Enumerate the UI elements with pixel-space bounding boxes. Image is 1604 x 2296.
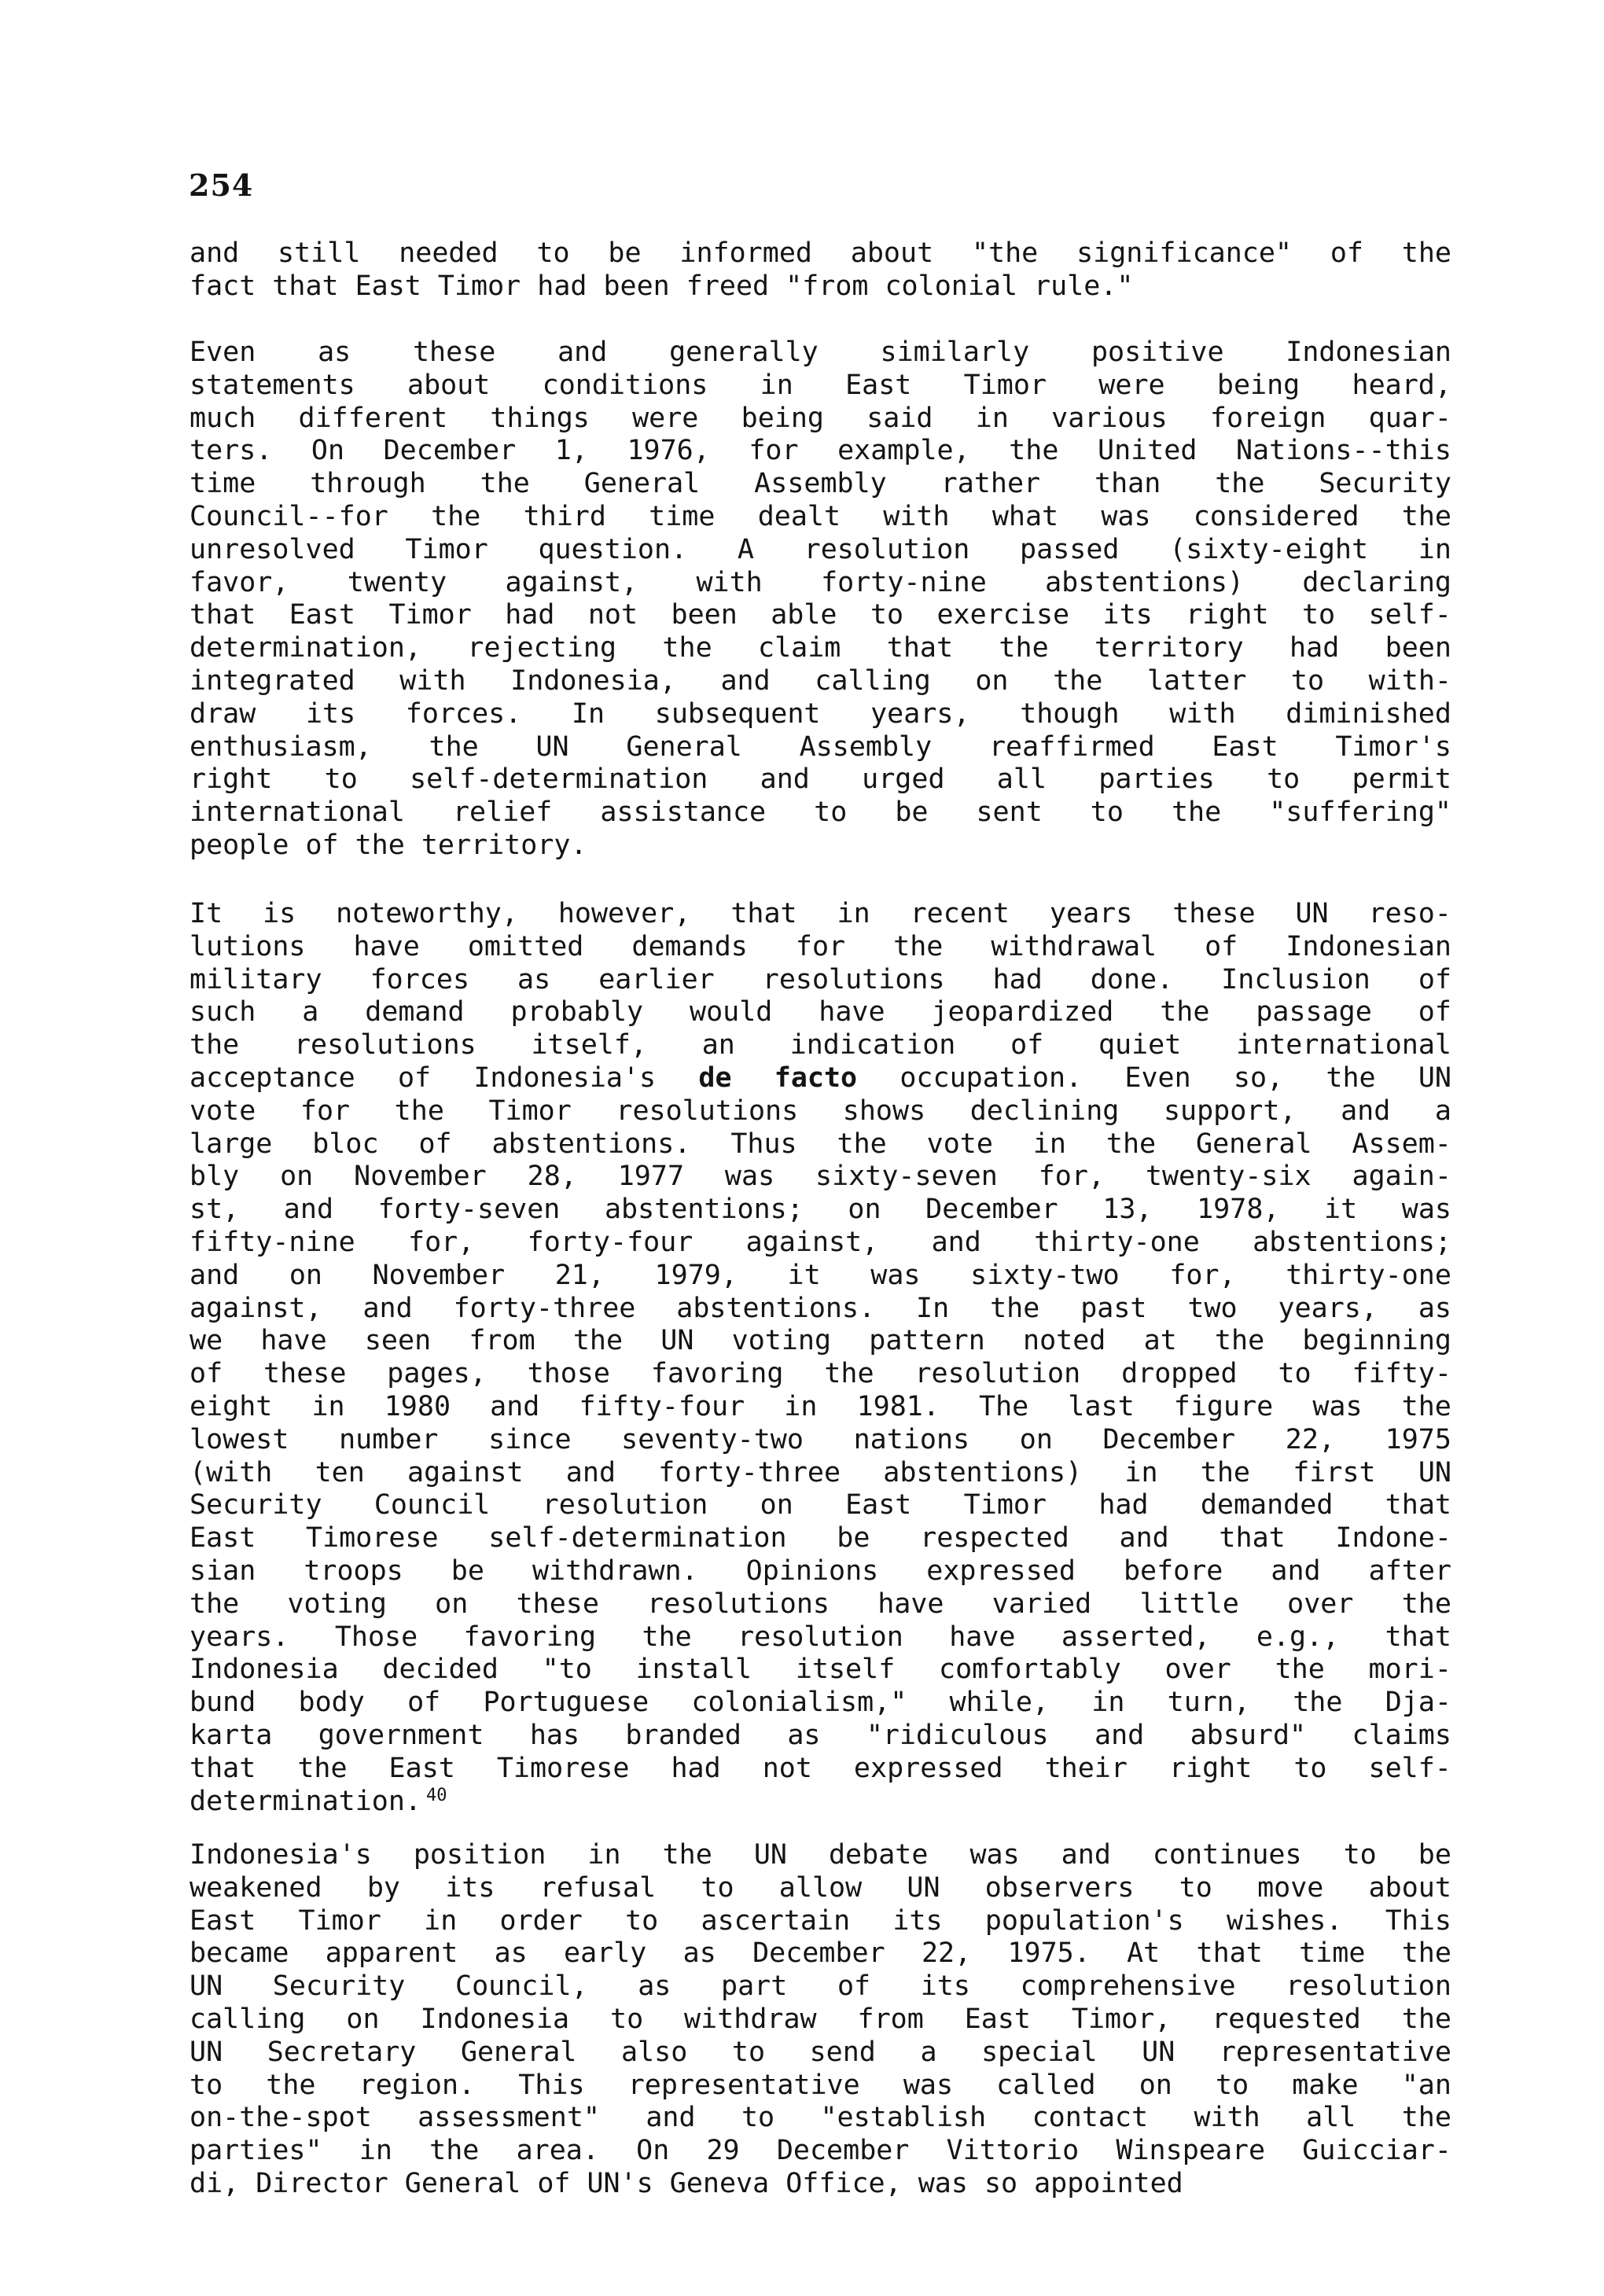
footnote-marker: 40 bbox=[426, 1785, 447, 1805]
text-line: unresolved Timor question. A resolution passed (sixty-eight in bbox=[189, 533, 1451, 565]
text-line: right to self-determination and urged all parties to permit bbox=[189, 763, 1451, 796]
text-line: UN Security Council, as part of its comprehensive resolution bbox=[189, 1970, 1451, 2003]
text-line: Security Council resolution on East Timor had demanded that bbox=[189, 1489, 1451, 1521]
text-line: that the East Timorese had not expressed their right to self- bbox=[189, 1752, 1451, 1784]
text-line: on-the-spot assessment" and to "establish contact with all the bbox=[189, 2102, 1451, 2134]
text-line: to the region. This representative was called on to make "an bbox=[189, 2069, 1451, 2101]
text-line: acceptance of Indonesia's de facto occupation. Even so, the UN bbox=[189, 1062, 1451, 1094]
text-line: East Timorese self-determination be respected and that Indone- bbox=[189, 1522, 1451, 1555]
text-line: determination. $^{40}$ bbox=[189, 1785, 447, 1817]
text-line: weakened by its refusal to allow UN observers to move about bbox=[189, 1871, 1451, 1904]
paragraph-4 bbox=[189, 1839, 1451, 2201]
text-line: people of the territory. bbox=[189, 829, 587, 861]
text-line: lutions have omitted demands for the withdrawal of Indonesian bbox=[189, 930, 1451, 962]
text-line: bund body of Portuguese colonialism," while, in turn, the Dja- bbox=[189, 1687, 1451, 1719]
text-line: lowest number since seventy-two nations on December 22, 1975 bbox=[189, 1423, 1451, 1455]
text-line: time through the General Assembly rather than the Security bbox=[189, 468, 1451, 500]
text-line: sian troops be withdrawn. Opinions expressed before and after bbox=[189, 1555, 1451, 1587]
text-line: integrated with Indonesia, and calling on the latter to with- bbox=[189, 664, 1451, 697]
page-number: 254 bbox=[189, 167, 254, 203]
text-line: large bloc of abstentions. Thus the vote in the General Assem- bbox=[189, 1128, 1451, 1160]
text-line: draw its forces. In subsequent years, though with diminished bbox=[189, 697, 1451, 730]
text-line: fact that East Timor had been freed "from colonial rule." bbox=[189, 270, 1134, 302]
text-line: against, and forty-three abstentions. In the past two years, as bbox=[189, 1292, 1451, 1324]
text-line: ters. On December 1, 1976, for example, the United Nations--this bbox=[189, 435, 1451, 467]
text-line: Indonesia's position in the UN debate was and continues to be bbox=[189, 1839, 1451, 1871]
text-line: that East Timor had not been able to exercise its right to self- bbox=[189, 599, 1451, 631]
text-line: became apparent as early as December 22, 1975. At that time the bbox=[189, 1937, 1451, 1970]
text-line: bly on November 28, 1977 was sixty-seven for, twenty-six again- bbox=[189, 1161, 1451, 1193]
text-line: di, Director General of UN's Geneva Office, was so appointed bbox=[189, 2167, 1183, 2199]
text-line: Indonesia decided "to install itself comfortably over the mori- bbox=[189, 1654, 1451, 1686]
text-line: years. Those favoring the resolution have asserted, e.g., that bbox=[189, 1621, 1451, 1653]
text-line: st, and forty-seven abstentions; on December 13, 1978, it was bbox=[189, 1194, 1451, 1226]
text-line: and still needed to be informed about "the significance" of the bbox=[189, 237, 1451, 269]
text-line: such a demand probably would have jeopardized the passage of bbox=[189, 996, 1451, 1028]
text-line: (with ten against and forty-three abstentions) in the first UN bbox=[189, 1456, 1451, 1488]
text-line: Even as these and generally similarly positive Indonesian bbox=[189, 337, 1451, 368]
paragraph-1 bbox=[189, 237, 1451, 304]
text-line: East Timor in order to ascertain its population's wishes. This bbox=[189, 1904, 1451, 1937]
text-line: statements about conditions in East Timor were being heard, bbox=[189, 369, 1451, 401]
text-line: karta government has branded as "ridiculous and absurd" claims bbox=[189, 1719, 1451, 1751]
text-line: calling on Indonesia to withdraw from East Timor, requested the bbox=[189, 2003, 1451, 2035]
text-line: we have seen from the UN voting pattern noted at the beginning bbox=[189, 1325, 1451, 1357]
text-line: favor, twenty against, with forty-nine abstentions) declaring bbox=[189, 566, 1451, 598]
text-line: of these pages, those favoring the resolution dropped to fifty- bbox=[189, 1358, 1451, 1390]
text-line: eight in 1980 and fifty-four in 1981. The last figure was the bbox=[189, 1390, 1451, 1422]
text-line: fifty-nine for, forty-four against, and thirty-one abstentions; bbox=[189, 1226, 1451, 1258]
text-line: vote for the Timor resolutions shows declining support, and a bbox=[189, 1095, 1451, 1127]
text-line: military forces as earlier resolutions had done. Inclusion of bbox=[189, 963, 1451, 995]
text-line: much different things were being said in various foreign quar- bbox=[189, 402, 1451, 434]
text-line: parties" in the area. On 29 December Vittorio Winspeare Guicciar- bbox=[189, 2135, 1451, 2167]
paragraph-3 bbox=[189, 898, 1451, 1818]
text-line: determination, rejecting the claim that the territory had been bbox=[189, 632, 1451, 664]
text-line: Council--for the third time dealt with what was considered the bbox=[189, 500, 1451, 532]
text-line: enthusiasm, the UN General Assembly reaffirmed East Timor's bbox=[189, 730, 1451, 763]
text-line: It is noteworthy, however, that in recent years these UN reso- bbox=[189, 898, 1451, 929]
text-line: UN Secretary General also to send a special UN representative bbox=[189, 2036, 1451, 2068]
text-line: the resolutions itself, an indication of quiet international bbox=[189, 1029, 1451, 1062]
text-line: the voting on these resolutions have varied little over the bbox=[189, 1588, 1451, 1620]
paragraph-2 bbox=[189, 337, 1451, 863]
text-line: and on November 21, 1979, it was sixty-two for, thirty-one bbox=[189, 1259, 1451, 1291]
text-line: international relief assistance to be sent to the "suffering" bbox=[189, 797, 1451, 829]
